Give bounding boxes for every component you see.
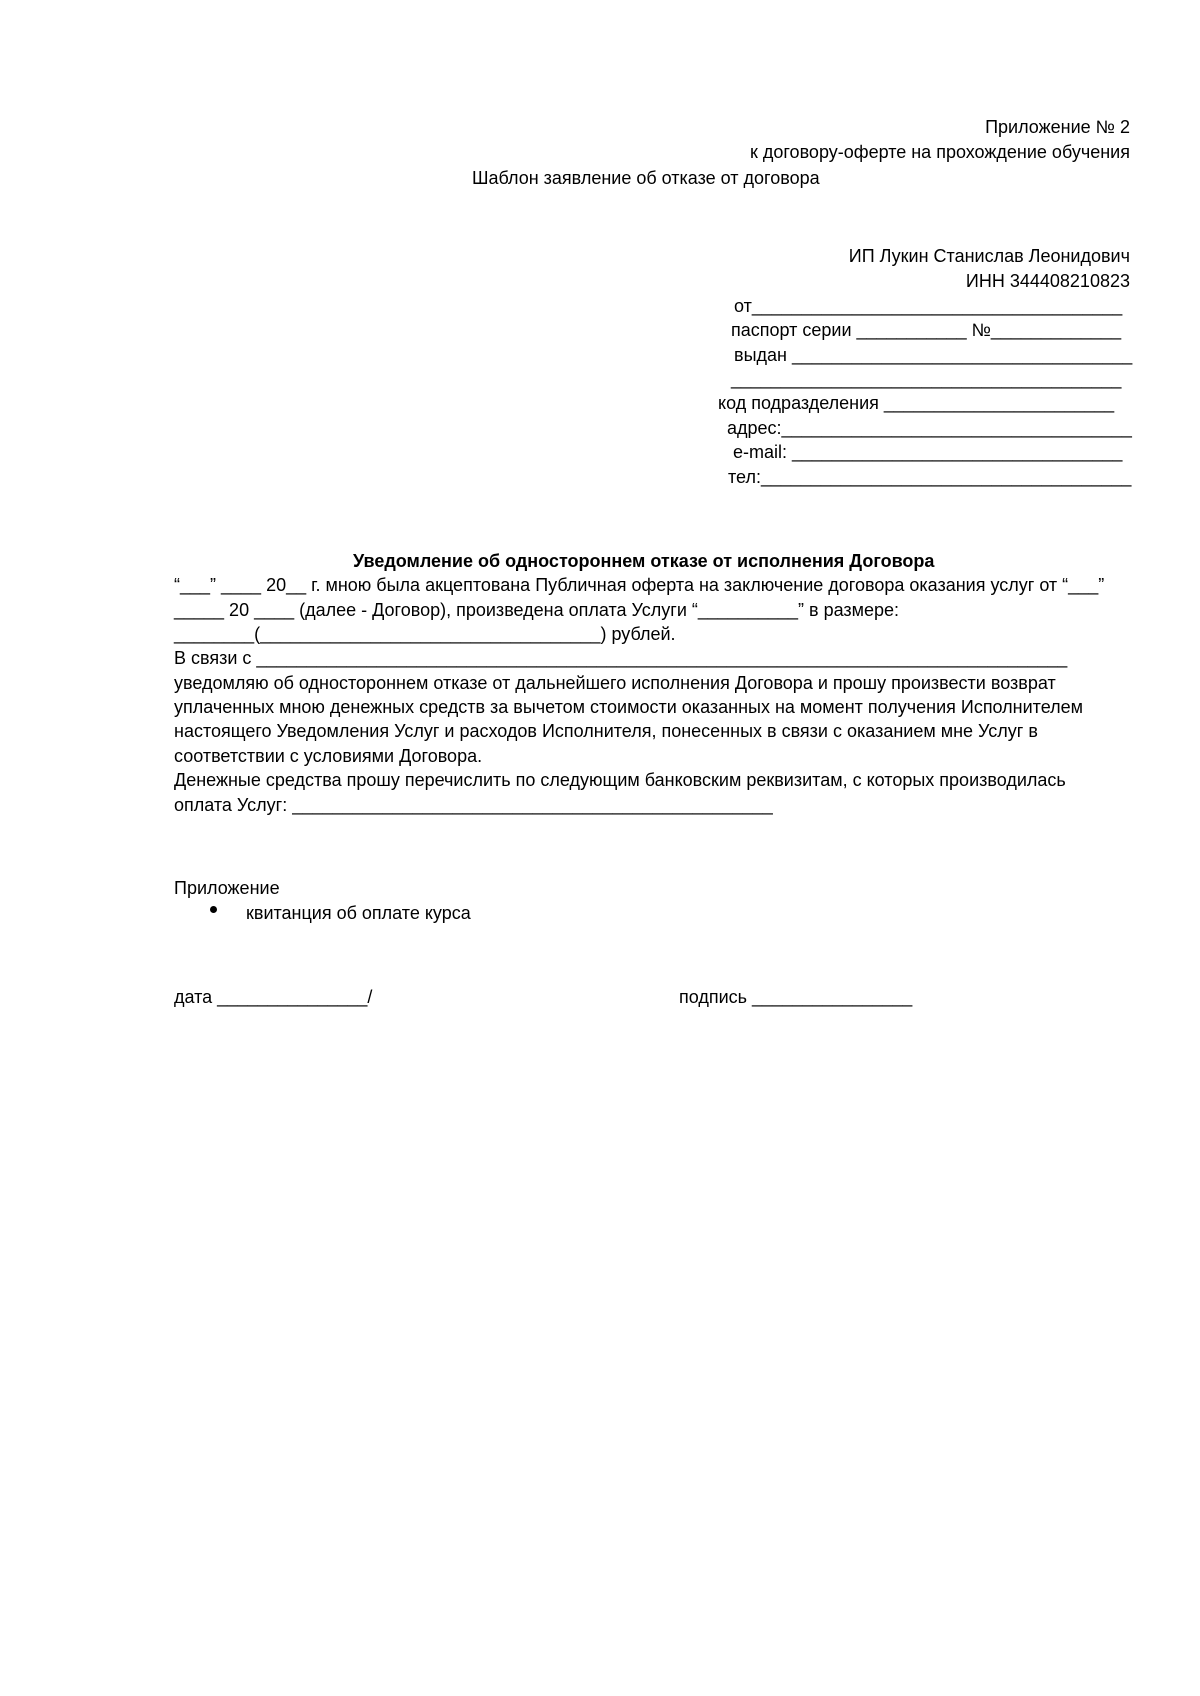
appendix-number: Приложение № 2 (985, 117, 1130, 137)
notice-line: В связи с _________________________________________________________________________________ (174, 648, 1068, 668)
notice-line: Денежные средства прошу перечислить по следующим банковским реквизитам, с которых производилась (174, 770, 1066, 790)
sender-issued-field: выдан __________________________________ (734, 345, 1133, 365)
bullet-icon (210, 906, 217, 913)
template-title: Шаблон заявление об отказе от договора (472, 168, 820, 188)
attachment-item: квитанция об оплате курса (246, 903, 471, 923)
sender-phone-field: тел:_____________________________________ (728, 467, 1132, 487)
signature-field: подпись ________________ (679, 987, 913, 1007)
notice-line: “___” ____ 20__ г. мною была акцептована Публичная оферта на заключение договора оказания услуг от “___” (174, 575, 1105, 595)
sender-passport-field: паспорт серии ___________ №_____________ (731, 320, 1122, 340)
sender-email-field: e-mail: _________________________________ (733, 442, 1123, 462)
notice-line: настоящего Уведомления Услуг и расходов Исполнителя, понесенных в связи с оказанием мне Услуг в (174, 721, 1038, 741)
sender-from-field: от_____________________________________ (734, 296, 1123, 316)
sender-address-field: адрес:___________________________________ (727, 418, 1132, 438)
contract-reference: к договору-оферте на прохождение обучения (750, 142, 1130, 162)
sender-division-code-field: код подразделения _______________________ (718, 393, 1115, 413)
notice-line: соответствии с условиями Договора. (174, 746, 483, 766)
notice-title: Уведомление об одностороннем отказе от исполнения Договора (353, 551, 935, 571)
notice-line: уведомляю об одностороннем отказе от дальнейшего исполнения Договора и прошу произвести возврат (174, 673, 1056, 693)
date-field: дата _______________/ (174, 987, 373, 1007)
addressee-name: ИП Лукин Станислав Леонидович (848, 246, 1130, 266)
attachment-label: Приложение (174, 878, 280, 898)
notice-line: оплата Услуг: ________________________________________________ (174, 795, 773, 815)
notice-line: уплаченных мною денежных средств за вычетом стоимости оказанных на момент получения Исполнителем (174, 697, 1084, 717)
notice-line: ________(__________________________________) рублей. (174, 624, 676, 644)
addressee-inn: ИНН 344408210823 (965, 271, 1130, 291)
sender-issued-continuation: _______________________________________ (731, 369, 1122, 389)
notice-line: _____ 20 ____ (далее - Договор), произведена оплата Услуги “__________” в размере: (174, 600, 900, 620)
